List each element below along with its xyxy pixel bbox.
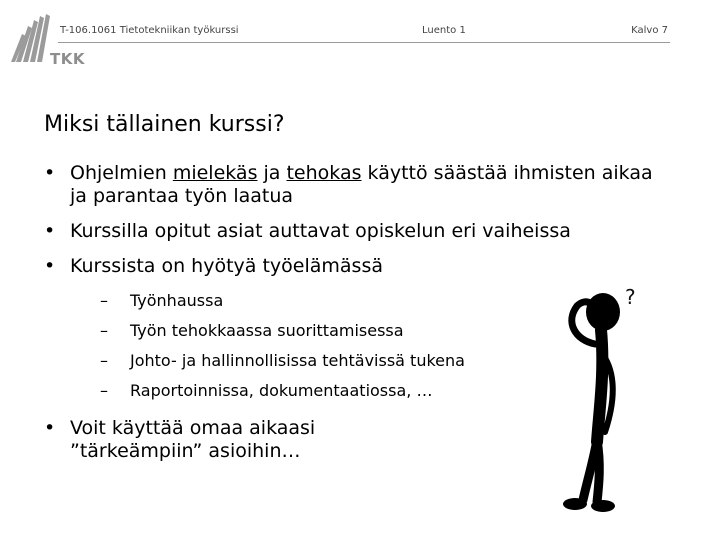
dash-marker: – [100, 321, 108, 340]
slide-title: Miksi tällainen kurssi? [44, 112, 285, 137]
bullet-text: Kurssista on hyötyä työelämässä [70, 255, 383, 277]
bullet-text: Kurssilla opitut asiat auttavat opiskelun eri vaiheissa [70, 220, 571, 242]
dash-marker: – [100, 351, 108, 370]
bullet-text: Voit käyttää omaa aikaasi ”tärkeämpiin” asioihin… [70, 417, 316, 462]
course-name: T-106.1061 Tietotekniikan työkurssi [60, 25, 239, 36]
dash-marker: – [100, 291, 108, 310]
logo-text: TKK [50, 50, 85, 68]
header-divider [58, 42, 670, 43]
bullet-text-suffix: käyttö säästää ihmisten aikaa ja parantaa työn laatua [70, 162, 653, 207]
bullet-marker: • [44, 220, 56, 242]
sub-bullet-text: Työn tehokkaassa suorittamisessa [130, 321, 404, 340]
sub-bullet-text: Johto- ja hallinnollisissa tehtävissä tukena [130, 351, 465, 370]
slide-number: Kalvo 7 [631, 25, 668, 36]
bullet-item [44, 220, 664, 243]
thinking-stick-figure-icon [555, 282, 675, 514]
question-mark: ? [625, 285, 636, 309]
bullet-marker: • [44, 255, 56, 277]
bullet-item [44, 162, 664, 208]
lecture-label: Luento 1 [422, 25, 466, 36]
bullet-text-middle: ja [257, 162, 287, 184]
underlined-word: tehokas [286, 162, 362, 184]
sub-bullet-text: Työnhaussa [130, 291, 224, 310]
bullet-item [44, 255, 664, 278]
dash-marker: – [100, 381, 108, 400]
bullet-text-prefix: Ohjelmien [70, 162, 173, 184]
bullet-marker: • [44, 417, 56, 439]
underlined-word: mielekäs [172, 162, 258, 184]
bullet-marker: • [44, 162, 56, 184]
sub-bullet-text: Raportoinnissa, dokumentaatiossa, … [130, 381, 433, 400]
